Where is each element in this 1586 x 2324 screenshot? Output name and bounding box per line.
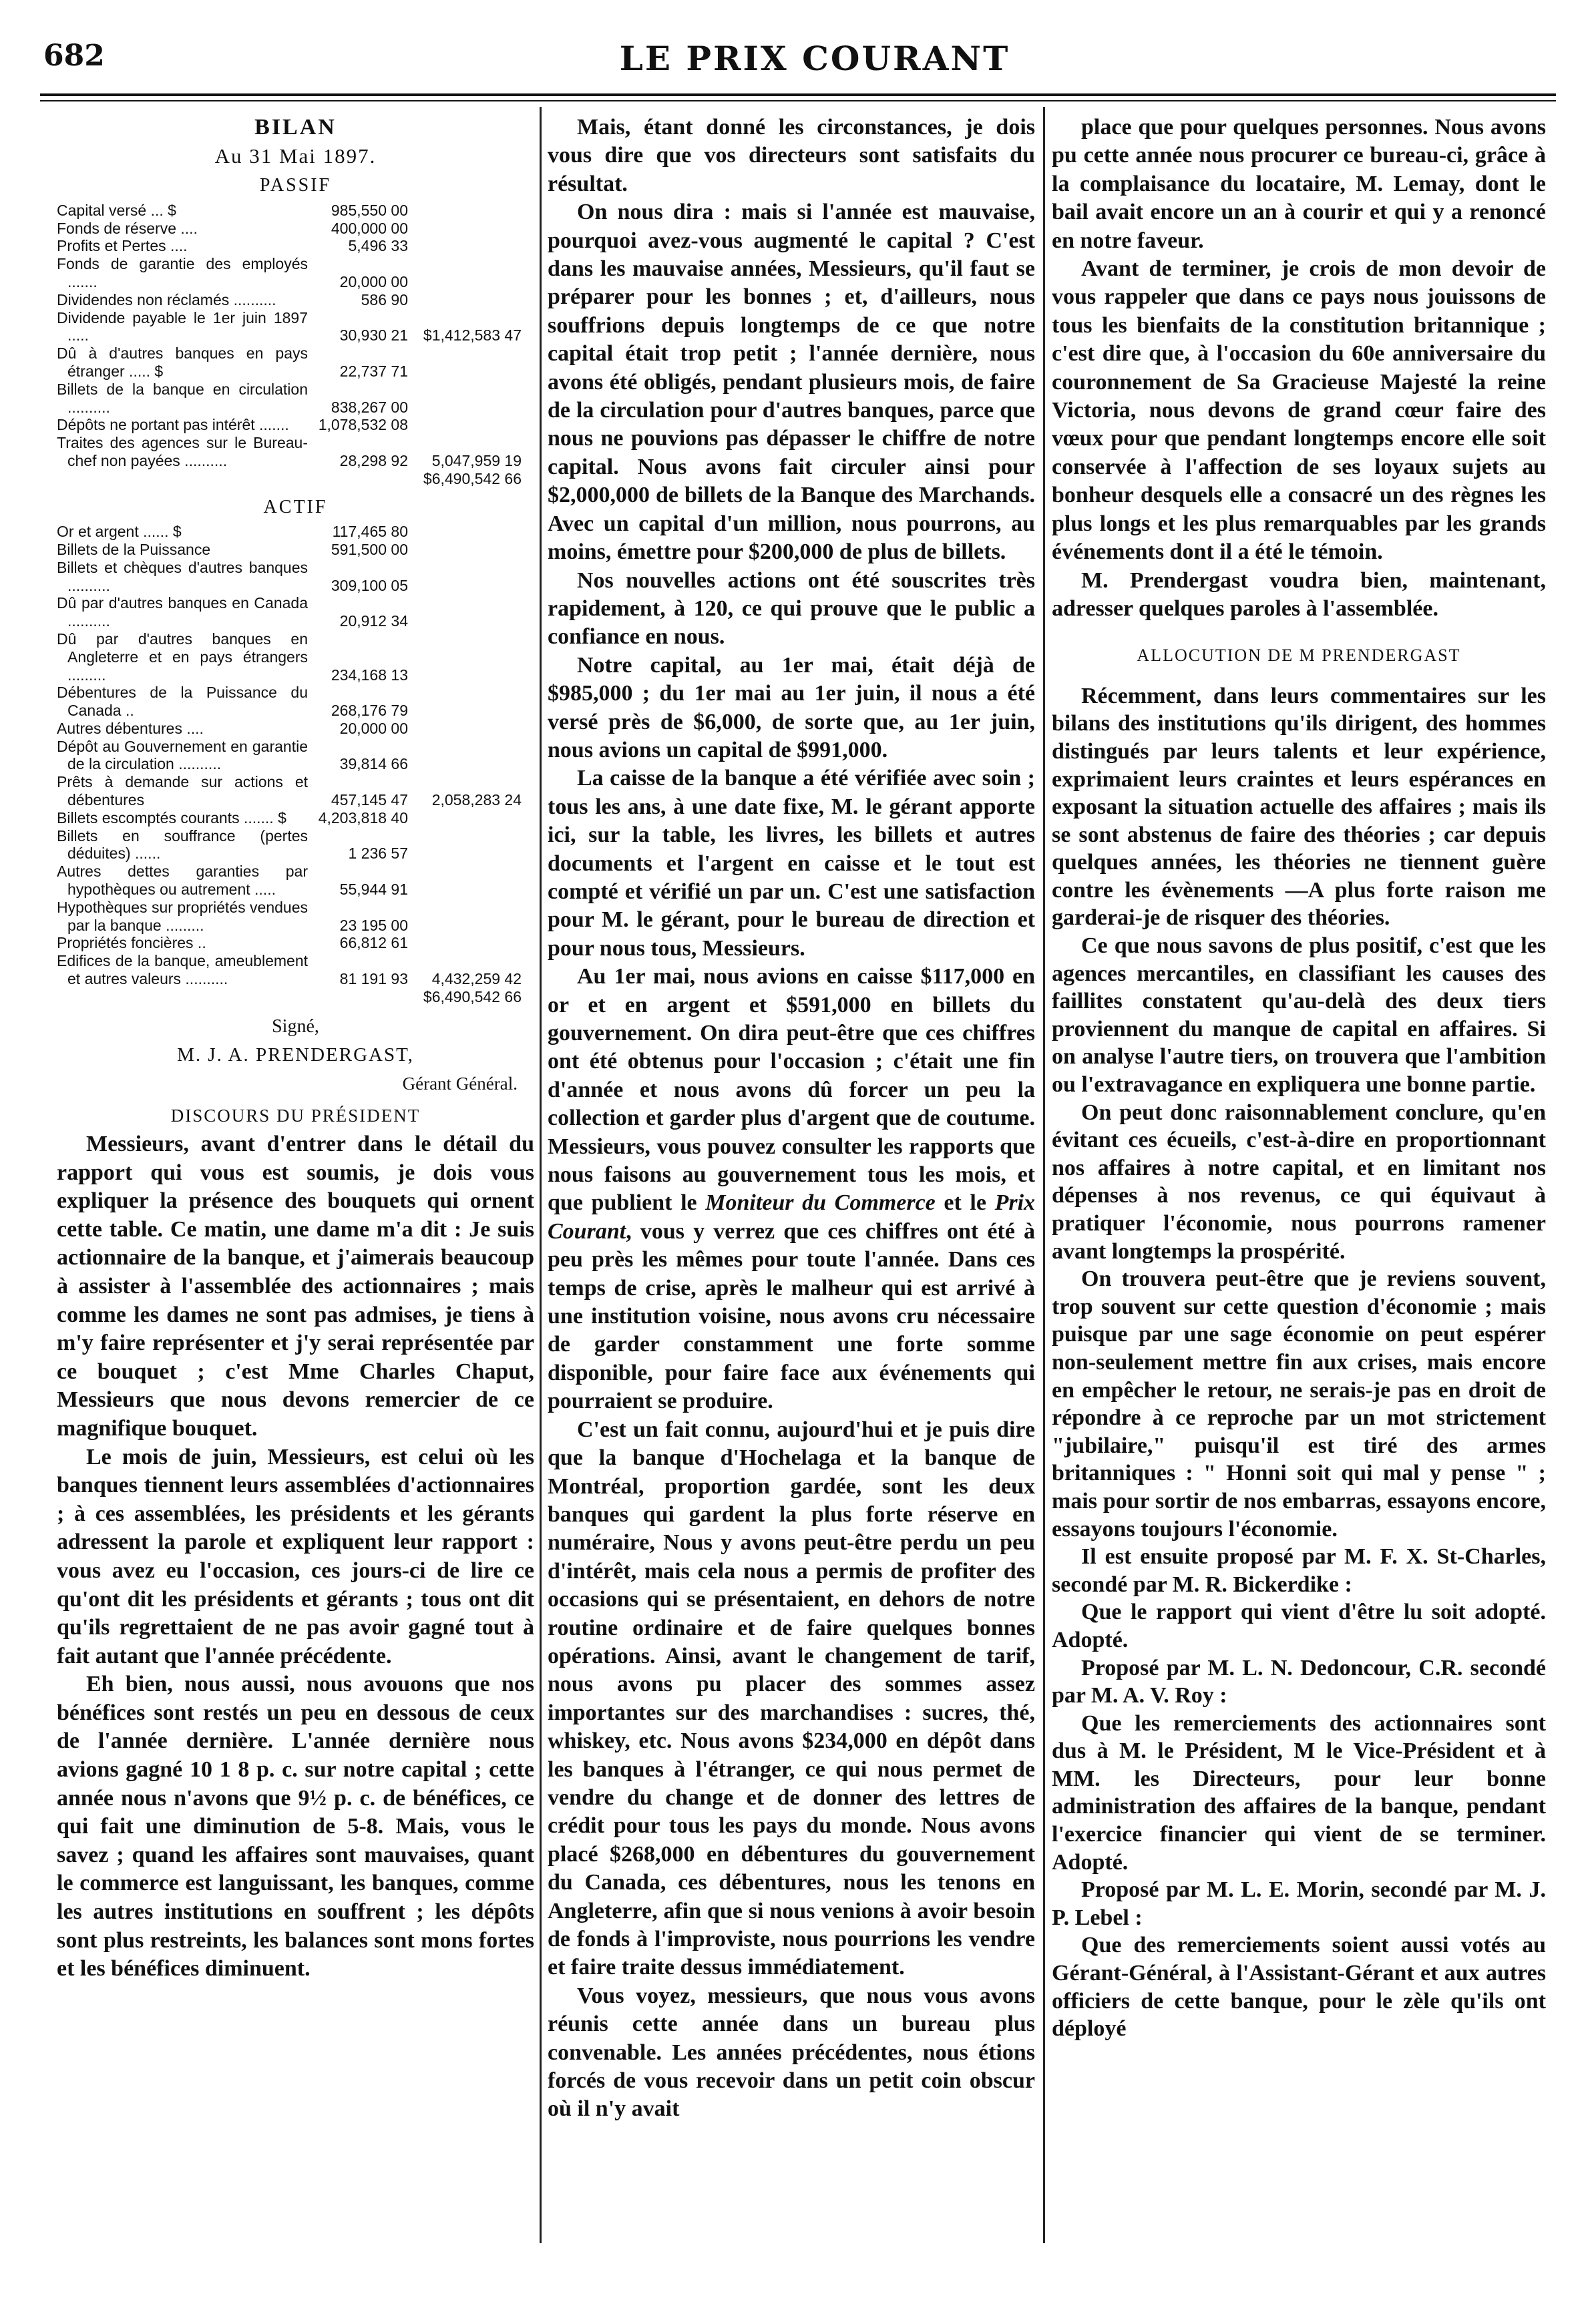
allocution-title: ALLOCUTION DE M PRENDERGAST: [1137, 646, 1461, 666]
ledger-label: Dépôts ne portant pas intérêt .......: [57, 416, 289, 434]
ledger-label: Billets de la Puissance: [57, 540, 211, 558]
paragraph: On trouvera peut-être que je reviens souvent, trop souvent sur cette question d'économie ; mais puisque par une sage économie on peut espérer non-seulement mettre fin aux crises, mais encore en empêcher le retour, ne serais-je pas en droit de répondre à ce reproche par un mot strictement "jubilaire," puisqu'il est tiré des armes britanniques : " Honni soit qui mal y pense " ; mais pour sortir de nos embarras, essayons encore, essayons toujours l'économie.: [1052, 1266, 1546, 1542]
paragraph: La caisse de la banque a été vérifiée avec soin ; tous les ans, à une date fixe, M. le gérant apporte ici, sur la table, les livres, les billets et autres documents et l'argent en caisse et le tout est compté et vérifié un par un. C'est une satisfaction pour M. le gérant, pour le bureau de direction et pour nous tous, Messieurs.: [548, 766, 1035, 961]
page-header: [0, 0, 1586, 100]
paragraph: Nos nouvelles actions ont été souscrites très rapidement, à 120, ce qui prouve que le public a confiance en nous.: [548, 567, 1035, 650]
ledger-label: Dividendes non réclamés ..........: [57, 290, 276, 308]
header-rule-thin: [40, 100, 1556, 101]
ledger-amount: 20,912 34: [339, 612, 408, 630]
ledger-label: Dû par d'autres banques en Canada ..........: [57, 594, 308, 630]
ledger-label: Billets en souffrance (pertes déduites) ......: [57, 827, 308, 863]
column-3: [1052, 113, 1546, 2043]
ledger-row: [57, 523, 534, 541]
paragraph: Avant de terminer, je crois de mon devoir de vous rappeler que dans ce pays nous jouissons de tous les bienfaits de la constitution britannique ; c'est dire que, à l'occasion du 60e anniversaire du couronnement de Sa Gracieuse Majesté la reine Victoria, nous devons de grand cœur faire des vœux pour que pendant longtemps encore elle soit conservée à l'affection de ses loyaux sujets au bonheur desquels elle a consacré un des règnes les plus longs et les plus remarquables par les grands événements dont il a été le témoin.: [1052, 256, 1546, 565]
ledger-amount: 81 191 93: [339, 970, 408, 988]
ledger-amount: 20,000 00: [339, 272, 408, 290]
ledger-amount: 5,496 33: [348, 237, 408, 255]
ledger-amount: 586 90: [361, 290, 408, 308]
ledger-amount: 234,168 13: [331, 666, 408, 684]
bilan-date: Au 31 Mai 1897.: [214, 144, 377, 168]
ledger-row: [57, 381, 534, 417]
ledger-amount: 30,930 21: [339, 326, 408, 344]
actif-table: [57, 523, 534, 1006]
ledger-label: Edifices de la banque, ameublement et autres valeurs ..........: [57, 952, 308, 988]
paragraph: C'est un fait connu, aujourd'hui et je puis dire que la banque d'Hochelaga et la banque de Montréal, proportion gardée, sont les deux banques qui gardent la plus forte réserve en numéraire, Nous y avons peut-être perdu un peu d'intérêt, mais cela nous a permis de profiter des occasions qui se présentaient, en dehors de notre routine ordinaire et de faire quelques bonnes opérations. Ainsi, avant le changement de tarif, nous avons pu placer des sommes assez importantes sur des marchandises : sucres, thé, whiskey, etc. Nous avons $234,000 en dépôt dans les banques à l'étranger, ce qui nous permet de vendre du change et de donner des lettres de crédit pour tous les pays du monde. Nous avons placé $268,000 en débentures du gouvernement du Canada, ces débentures, nous les tenons en Angleterre, afin que si nous venions à avoir besoin de fonds à l'improviste, nous pourrions les vendre et faire traite dessus immédiatement.: [548, 1417, 1035, 1980]
publication-name: Prix Courant: [548, 1190, 1036, 1244]
bilan-title: BILAN: [254, 115, 337, 140]
ledger-amount: 985,550 00: [331, 201, 408, 219]
ledger-amount: 268,176 79: [331, 702, 408, 720]
ledger-row: [57, 899, 534, 935]
ledger-amount: 28,298 92: [339, 451, 408, 469]
ledger-row: [57, 202, 534, 220]
journal-title: LE PRIX COURANT: [619, 39, 1010, 78]
ledger-amount: 838,267 00: [331, 398, 408, 416]
text-run: et le: [944, 1190, 986, 1216]
ledger-row: [57, 827, 534, 863]
ledger-label: Capital versé ... $: [57, 201, 176, 219]
ledger-amount: 39,814 66: [339, 755, 408, 773]
discours-title: DISCOURS DU PRÉSIDENT: [170, 1106, 421, 1126]
ledger-amount: 1,078,532 08: [318, 416, 408, 434]
paragraph: Mais, étant donné les circonstances, je dois vous dire que vos directeurs sont satisfaits du résultat.: [548, 115, 1035, 196]
ledger-row: [57, 863, 534, 899]
column-1: [57, 113, 534, 1984]
ledger-label: Billets et chèques d'autres banques ..........: [57, 558, 308, 594]
ledger-label: Billets escomptés courants ....... $: [57, 808, 286, 827]
ledger-label: Autres débentures ....: [57, 719, 204, 737]
signatory-title: Gérant Général.: [402, 1073, 518, 1094]
ledger-amount: 400,000 00: [331, 219, 408, 237]
ledger-row: [57, 255, 534, 291]
paragraph: Messieurs, avant d'entrer dans le détail du rapport qui vous est soumis, je dois vous expliquer la présence des bouquets qui ornent cette table. Ce matin, une dame m'a dit : Je suis actionnaire de la banque, et j'aimerais beaucoup à assister à l'assemblée des actionnaires ; mais comme les dames ne sont pas admises, je tiens à m'y faire représenter et j'y serai représentée par ce bouquet ; c'est Mme Charles Chaput, Messieurs que nous devons remercier de ce magnifique bouquet.: [57, 1132, 534, 1441]
ledger-row: [57, 434, 534, 470]
ledger-amount: 23 195 00: [339, 916, 408, 934]
paragraph: Vous voyez, messieurs, que nous vous avons réunis cette année dans un bureau plus convenable. Les années précédentes, nous étions forcés de vous recevoir dans un petit coin obscur où il n'y avait: [548, 1983, 1035, 2122]
ledger-row: [57, 416, 534, 434]
passif-table: [57, 202, 534, 488]
text-run: Au 1er mai, nous avions en caisse $117,000 en or et en argent et $591,000 en billets du gouvernement. On dira peut-être que ces chiffres ont été obtenus pour l'occasion ; c'était une fin d'année et nous avons dû forcer un peu la collection et garder plus d'argent que de coutume. Messieurs, vous pouvez consulter les rapports que nous faisons au gouvernement tous les mois, et que publient le: [548, 964, 1035, 1216]
paragraph: Notre capital, au 1er mai, était déjà de $985,000 ; du 1er mai au 1er juin, il nous a été versé près de $6,000, de sorte que, au 1er juin, nous avions un capital de $991,000.: [548, 652, 1035, 762]
ledger-amount: 66,812 61: [339, 934, 408, 952]
ledger-label: Profits et Pertes ....: [57, 237, 188, 255]
ledger-total: 2,058,283 24: [431, 791, 522, 809]
ledger-label: Or et argent ...... $: [57, 523, 182, 541]
paragraph: Il est ensuite proposé par M. F. X. St-Charles, secondé par M. R. Bickerdike :: [1052, 1544, 1546, 1597]
ledger-amount: 591,500 00: [331, 540, 408, 558]
paragraph: Récemment, dans leurs commentaires sur les bilans des institutions qu'ils dirigent, des hommes distingués par leurs talents et leur expérience, exprimaient leurs craintes et leurs espérances en exposant la situation actuelle des affaires ; mais ils se sont abstenus de faire des théories ; car depuis quelques années, les théories ne tiennent guère contre les évènements —A plus forte raison me garderai-je de risquer des théories.: [1052, 683, 1546, 931]
ledger-label: Dépôt au Gouvernement en garantie de la circulation ..........: [57, 737, 308, 773]
ledger-total: $6,490,542 66: [423, 987, 522, 1005]
paragraph: [548, 963, 1035, 1416]
ledger-row: [57, 738, 534, 774]
paragraph: Eh bien, nous aussi, nous avouons que nos bénéfices sont restés un peu en dessous de ceux de l'année dernière. L'année dernière nous avions gagné 10 1 8 p. c. sur notre capital ; cette année nous n'avons que 9½ p. c. de bénéfices, ce qui fait une diminution de 5-8. Mais, vous le savez ; quand les affaires sont mauvaises, quant le commerce est languissant, les banques, comme les autres institutions en souffrent ; les dépôts sont plus restreints, les balances sont mons fortes et les bénéfices diminuent.: [57, 1672, 534, 1982]
text-run: , vous y verrez que ces chiffres ont été à peu près les mêmes pour toute l'année. Dans ces temps de crise, après le malheur qui est arrivé à une institution voisine, nous avons cru nécessaire de garder constamment une forte somme disponible, pour faire face aux événements qui pourraient se produire.: [548, 1218, 1035, 1414]
ledger-row: [57, 720, 534, 738]
paragraph: Proposé par M. L. E. Morin, secondé par M. J. P. Lebel :: [1052, 1877, 1546, 1930]
ledger-row: [57, 309, 534, 345]
ledger-total: $6,490,542 66: [423, 469, 522, 487]
ledger-total: $1,412,583 47: [423, 326, 522, 344]
ledger-amount: 22,737 71: [339, 362, 408, 380]
paragraph: Que les remerciements des actionnaires sont dus à M. le Président, M le Vice-Président et à MM. les Directeurs, pour leur bonne administration des affaires de la banque, pendant l'exercice financier qui vient de se terminer. Adopté.: [1052, 1710, 1546, 1875]
paragraph: place que pour quelques personnes. Nous avons pu cette année nous procurer ce bureau-ci, grâce à la complaisance du locataire, M. Lemay, dont le bail avait encore un an à courir et qui y a renoncé en notre faveur.: [1052, 115, 1546, 253]
ledger-total: 4,432,259 42: [431, 970, 522, 988]
ledger-label: Autres dettes garanties par hypothèques ou autrement .....: [57, 863, 308, 899]
signatory-name: M. J. A. PRENDERGAST,: [177, 1044, 414, 1066]
ledger-label: Débentures de la Puissance du Canada ..: [57, 684, 308, 720]
ledger-row: [57, 220, 534, 238]
ledger-row: [57, 237, 534, 255]
column-divider-2: [1043, 107, 1045, 2243]
ledger-row: [57, 773, 534, 809]
ledger-row: [57, 809, 534, 827]
ledger-label: Prêts à demande sur actions et débentures: [57, 773, 308, 809]
passif-heading: PASSIF: [259, 175, 332, 196]
ledger-row: [57, 684, 534, 720]
signed-label: Signé,: [272, 1015, 319, 1037]
column-2: [548, 113, 1035, 2124]
page-number: 682: [43, 39, 105, 73]
ledger-row: [57, 344, 534, 381]
publication-name: Moniteur du Commerce: [705, 1190, 936, 1216]
header-rule-thick: [40, 93, 1556, 96]
ledger-row: [57, 541, 534, 559]
ledger-amount: 1 236 57: [348, 845, 408, 863]
paragraph: On nous dira : mais si l'année est mauvaise, pourquoi avez-vous augmenté le capital ? C'est dans les mauvaise années, Messieurs, qu'il faut se préparer pour les bonnes ; et, d'ailleurs, nous souffrions depuis longtemps de ce que notre capital était trop petit ; l'année dernière, nous avons été obligés, pendant plusieurs mois, de faire de la circulation pour d'autres banques, parce que nous ne pouvions pas dépasser le chiffre de notre capital. Nous avons fait circuler ainsi pour $2,000,000 de billets de la Banque des Marchands. Avec un capital d'un million, nous pourrons, au moins, émettre pour $200,000 de plus de billets.: [548, 200, 1035, 565]
ledger-row: [57, 594, 534, 630]
ledger-label: Fonds de garantie des employés .......: [57, 255, 308, 290]
ledger-row: [57, 630, 534, 684]
ledger-row: [57, 952, 534, 988]
ledger-amount: 309,100 05: [331, 576, 408, 594]
paragraph: Ce que nous savons de plus positif, c'est que les agences mercantiles, en classifiant les causes des faillites constatent qu'au-delà des deux tiers proviennent du manque de capital en affaires. Si on analyse l'autre tiers, on trouvera que l'ambition ou l'extravagance en expliquera une bonne partie.: [1052, 933, 1546, 1098]
column-divider-1: [540, 107, 542, 2243]
ledger-row: [57, 470, 534, 488]
ledger-row: [57, 559, 534, 595]
paragraph: M. Prendergast voudra bien, maintenant, adresser quelques paroles à l'assemblée.: [1052, 567, 1546, 621]
ledger-amount: 20,000 00: [339, 719, 408, 737]
actif-heading: ACTIF: [263, 496, 328, 517]
ledger-label: Dû à d'autres banques en pays étranger ..... $: [57, 344, 308, 380]
ledger-row: [57, 934, 534, 952]
ledger-label: Dû par d'autres banques en Angleterre et en pays étrangers .........: [57, 630, 308, 684]
ledger-total: 5,047,959 19: [431, 451, 522, 469]
ledger-row: [57, 291, 534, 309]
ledger-label: Propriétés foncières ..: [57, 934, 206, 952]
ledger-row: [57, 988, 534, 1006]
ledger-amount: 55,944 91: [339, 881, 408, 899]
ledger-label: Fonds de réserve ....: [57, 219, 198, 237]
ledger-amount: 457,145 47: [331, 791, 408, 809]
ledger-label: Dividende payable le 1er juin 1897 .....: [57, 308, 308, 344]
paragraph: Proposé par M. L. N. Dedoncour, C.R. secondé par M. A. V. Roy :: [1052, 1655, 1546, 1708]
ledger-amount: 117,465 80: [332, 523, 408, 541]
ledger-amount: 4,203,818 40: [318, 808, 408, 827]
paragraph: Le mois de juin, Messieurs, est celui où les banques tiennent leurs assemblées d'actionnaires ; à ces assemblées, les présidents et les gérants adressent la parole et expliquent leur rapport : vous avez eu l'occasion, ces jours-ci de lire ce qu'ont dit les présidents et gérants ; tous ont dit qu'ils regrettaient de ne pas avoir gagné tout à fait autant que l'année précédente.: [57, 1444, 534, 1668]
ledger-label: Billets de la banque en circulation ..........: [57, 380, 308, 416]
paragraph: On peut donc raisonnablement conclure, qu'en évitant ces écueils, c'est-à-dire en proportionnant nos affaires à notre capital, et en limitant nos dépenses à nos revenus, ce qui équivaut à pratiquer l'économie, nous pourrons ramener avant longtemps la prospérité.: [1052, 1100, 1546, 1264]
paragraph: Que des remerciements soient aussi votés au Gérant-Général, à l'Assistant-Gérant et aux autres officiers de cette banque, pour le zèle qu'ils ont déployé: [1052, 1933, 1546, 2042]
ledger-label: Hypothèques sur propriétés vendues par la banque .........: [57, 898, 308, 934]
paragraph: Que le rapport qui vient d'être lu soit adopté. Adopté.: [1052, 1600, 1546, 1652]
ledger-label: Traites des agences sur le Bureau-chef non payées ..........: [57, 434, 308, 469]
